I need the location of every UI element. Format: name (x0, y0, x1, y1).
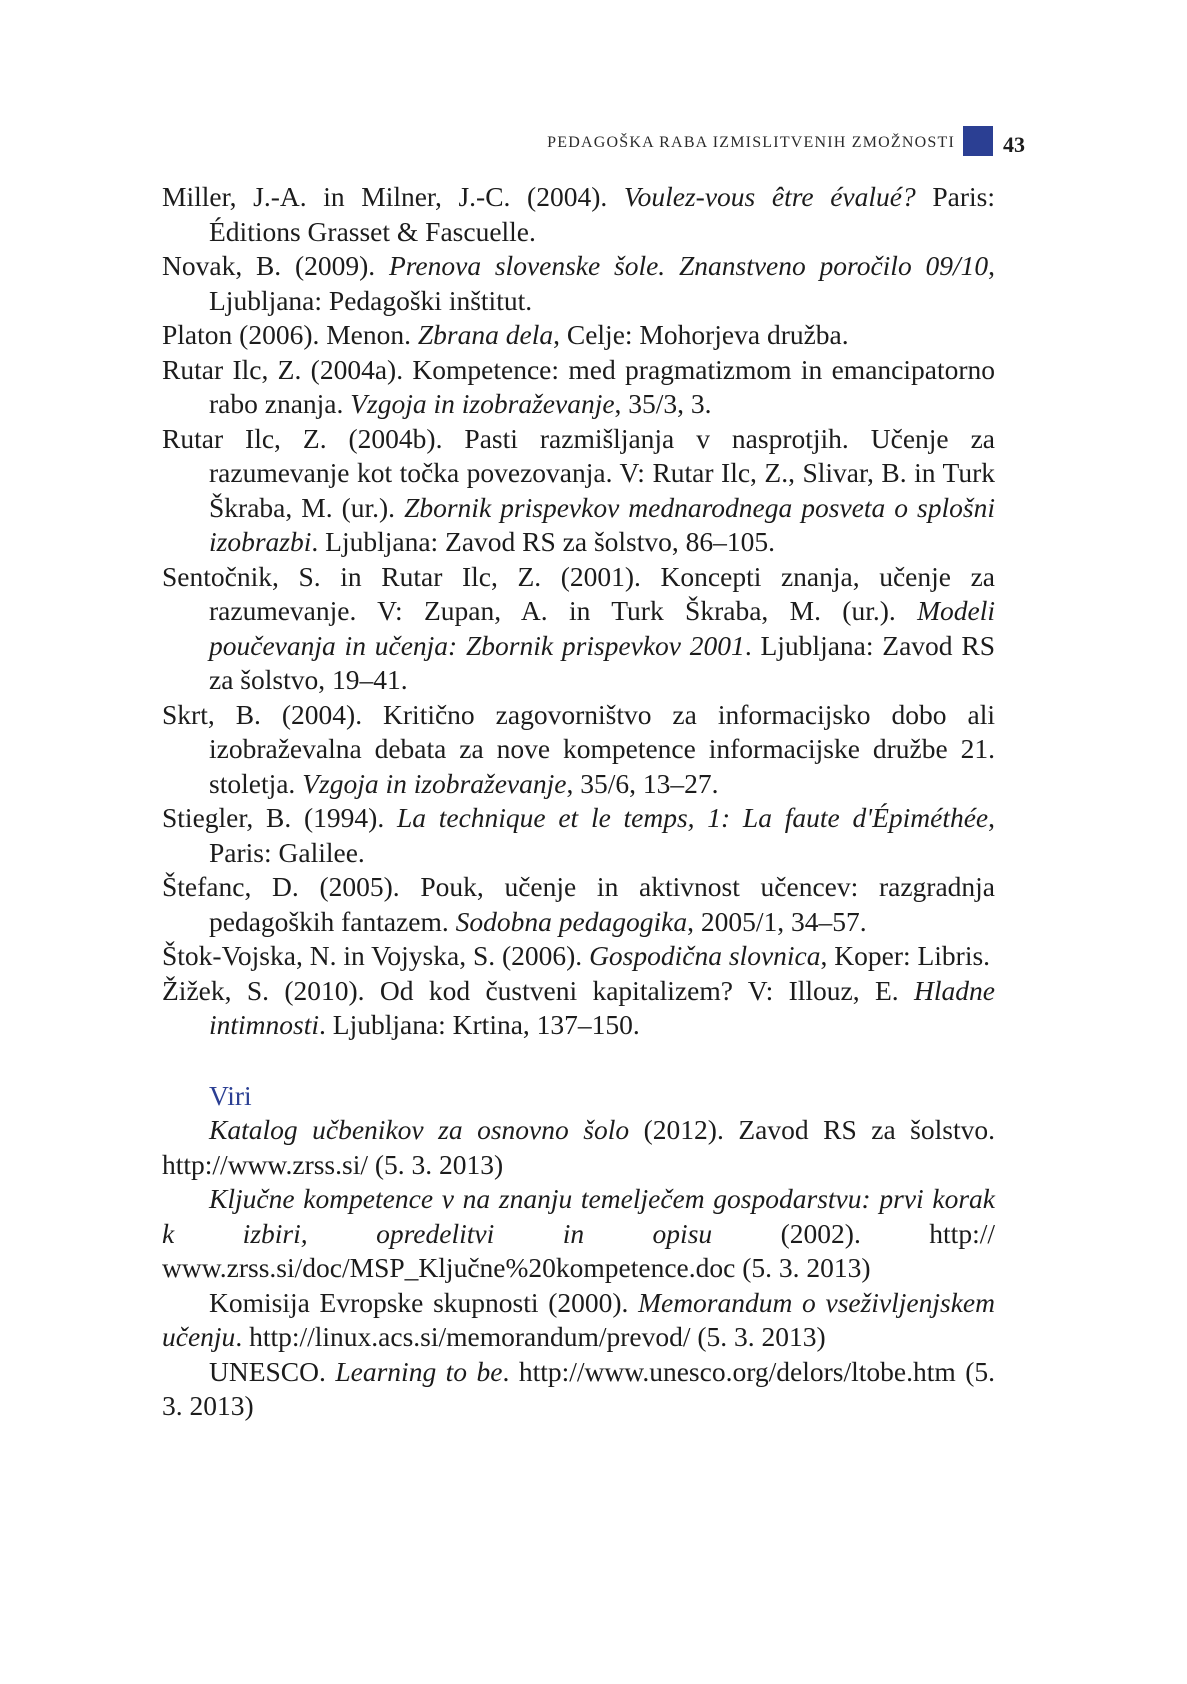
sources-heading: Viri (209, 1079, 252, 1111)
source-entry: Komisija Evropske skupnosti (2000). Memorandum o vseživljenjskem učenju. http://linux.acs.si/memorandum/prevod/ (5. 3. 2013) (162, 1286, 995, 1352)
header-accent-square (963, 126, 993, 156)
reference-entry: Miller, J.-A. in Milner, J.-C. (2004). Voulez-vous être évalué? Paris: Éditions Grasset & Fascuelle. (162, 181, 995, 247)
reference-entry: Rutar Ilc, Z. (2004a). Kompetence: med pragmatizmom in emancipatorno rabo znanja. Vzgoja in izobraževanje, 35/3, 3. (162, 353, 995, 419)
reference-entry: Stiegler, B. (1994). La technique et le temps, 1: La faute d'Épiméthée, Paris: Galilee. (162, 802, 996, 868)
source-entry: Ključne kompetence v na znanju temelječem gospodarstvu: prvi korak k izbiri, opredelitvi in opisu (2002). http:// www.zrss.si/doc/MSP_Ključne%20kompetence.doc (5. 3. 2013) (162, 1183, 995, 1283)
page-number: 43 (1003, 132, 1025, 157)
sources-list (162, 1113, 995, 1424)
reference-entry: Štefanc, D. (2005). Pouk, učenje in aktivnost učencev: razgradnja pedagoških fantazem. Sodobna pedagogika, 2005/1, 34–57. (162, 871, 995, 937)
reference-entry: Skrt, B. (2004). Kritično zagovorništvo za informacijsko dobo ali izobraževalna debata za nove kompetence informacijske družbe 21. stoletja. Vzgoja in izobraževanje, 35/6, 13–27. (162, 698, 995, 799)
source-entry: Katalog učbenikov za osnovno šolo (2012). Zavod RS za šolstvo. http://www.zrss.si/ (5. 3. 2013) (162, 1114, 995, 1180)
reference-list (162, 180, 995, 1043)
reference-entry: Žižek, S. (2010). Od kod čustveni kapitalizem? V: Illouz, E. Hladne intimnosti. Ljubljana: Krtina, 137–150. (162, 974, 995, 1040)
reference-entry: Sentočnik, S. in Rutar Ilc, Z. (2001). Koncepti znanja, učenje za razumevanje. V: Zupan, A. in Turk Škraba, M. (ur.). Modeli poučevanja in učenja: Zbornik prispevkov 2001. Ljubljana: Zavod RS za šolstvo, 19–41. (162, 560, 995, 695)
reference-entry: Novak, B. (2009). Prenova slovenske šole. Znanstveno poročilo 09/10, Ljubljana: Pedagoški inštitut. (162, 250, 995, 316)
reference-entry: Štok-Vojska, N. in Vojyska, S. (2006). Gospodična slovnica, Koper: Libris. (162, 940, 991, 971)
reference-entry: Rutar Ilc, Z. (2004b). Pasti razmišljanja v nasprotjih. Učenje za razumevanje kot točka povezovanja. V: Rutar Ilc, Z., Slivar, B. in Turk Škraba, M. (ur.). Zbornik prispevkov mednarodnega posveta o splošni izobrazbi. Ljubljana: Zavod RS za šolstvo, 86–105. (162, 422, 995, 557)
reference-entry: Platon (2006). Menon. Zbrana dela, Celje: Mohorjeva družba. (162, 319, 849, 350)
running-title: PEDAGOŠKA RABA IZMISLITVENIH ZMOŽNOSTI (547, 134, 955, 151)
source-entry: UNESCO. Learning to be. http://www.unesco.org/delors/ltobe.htm (5. 3. 2013) (162, 1355, 995, 1421)
page-body (162, 180, 995, 1424)
running-header (0, 126, 1187, 162)
